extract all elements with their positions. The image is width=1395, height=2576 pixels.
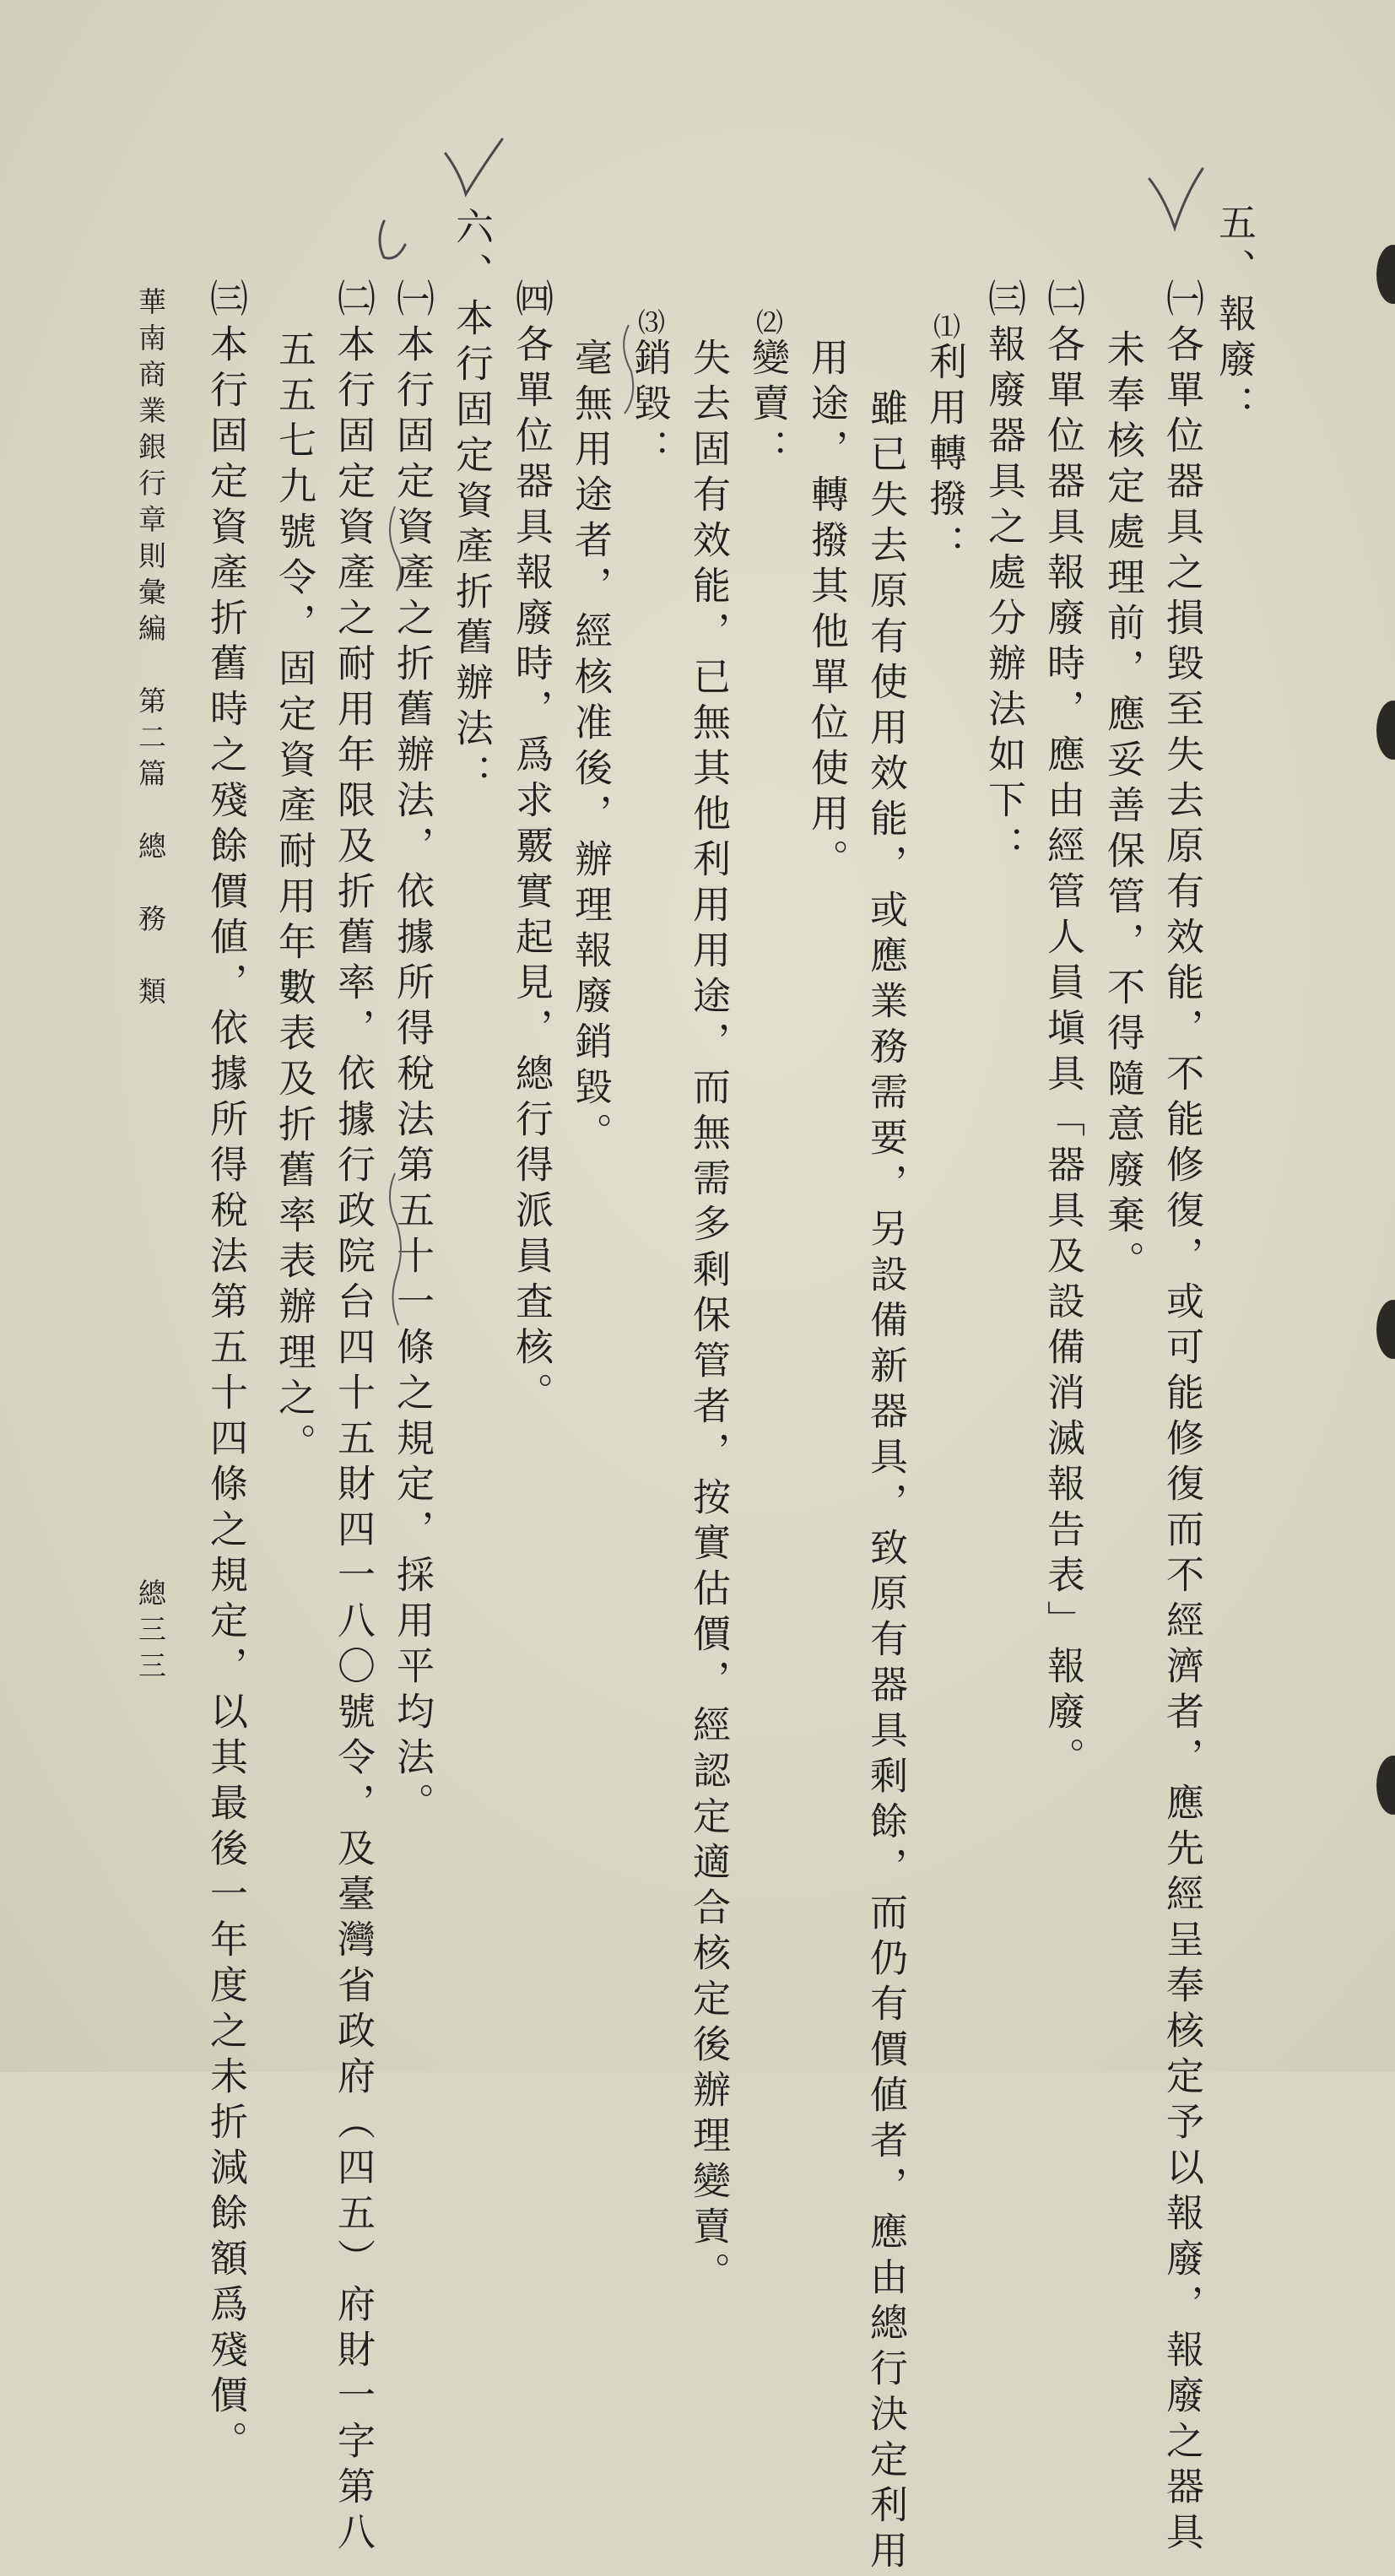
paragraph-line: 未奉核定處理前，應妥善保管，不得隨意廢棄。 <box>1100 329 1145 1286</box>
section-heading: 五、報廢： <box>1212 203 1257 430</box>
paragraph-line: ㈣各單位器具報廢時，爲求覈實起見，總行得派員査核。 <box>509 279 554 1418</box>
paragraph-line: ㈡本行固定資產之耐用年限及折舊率，依據行政院台四十五財四一八〇號令，及臺灣省政府（四五）府財一字第八 <box>331 279 376 2557</box>
paragraph-line: 用途，轉撥其他單位使用。 <box>804 338 849 885</box>
paragraph-line: 雖已失去原有使用效能，或應業務需要，另設備新器具，致原有器具剩餘，而仍有價値者，應由總行決定利用 <box>863 388 908 2576</box>
paragraph-line: 五五七九號令，固定資產耐用年數表及折舊率表辦理之。 <box>272 329 316 1469</box>
pencil-check-mark <box>1149 169 1203 228</box>
pencil-check-mark <box>380 221 405 258</box>
section-heading: 六、本行固定資產折舊辦法： <box>449 207 494 799</box>
paragraph-line: ㈢報廢器具之處分辦法如下： <box>981 279 1026 871</box>
paragraph-line: 失去固有效能，已無其他利用用途，而無需多剩保管者，按實估價，經認定適合核定後辦理變賣。 <box>686 338 731 2297</box>
running-footer: 華南商業銀行章則彙編 第二篇 總 務 類 <box>134 287 167 1013</box>
sub-item-label: ⑶ <box>634 308 666 337</box>
sub-item-label: ⑵ <box>752 308 784 337</box>
paragraph-line: ㈠本行固定資產之折舊辦法，依據所得稅法第五十一條之規定，採用平均法。 <box>390 279 435 1828</box>
paragraph-line: ㈡各單位器具報廢時，應由經管人員塡具「器具及設備消滅報告表」報廢。 <box>1041 279 1085 1783</box>
sub-item-title: 變賣： <box>745 338 790 474</box>
page-number: 總三三 <box>134 1578 167 1687</box>
sub-item-title: 利用轉撥： <box>922 342 967 570</box>
sub-item-label: ⑴ <box>929 312 961 341</box>
binding-hole <box>1376 1756 1395 1815</box>
paragraph-line: ㈠各單位器具之損毀至失去原有效能，不能修復，或可能修復而不經濟者，應先經呈奉核定予以報廢，報廢之器具 <box>1160 279 1204 2557</box>
paragraph-line: ㈢本行固定資產折舊時之殘餘價値，依據所得稅法第五十四條之規定，以其最後一年度之未折減餘額爲殘價。 <box>203 279 248 2466</box>
binding-hole <box>1376 701 1395 760</box>
binding-hole <box>1376 245 1395 304</box>
pencil-check-mark <box>446 139 502 194</box>
sub-item-title: 銷毀： <box>627 338 672 474</box>
paragraph-line: 毫無用途者，經核准後，辦理報廢銷毀。 <box>568 338 613 1158</box>
binding-hole <box>1376 1300 1395 1359</box>
